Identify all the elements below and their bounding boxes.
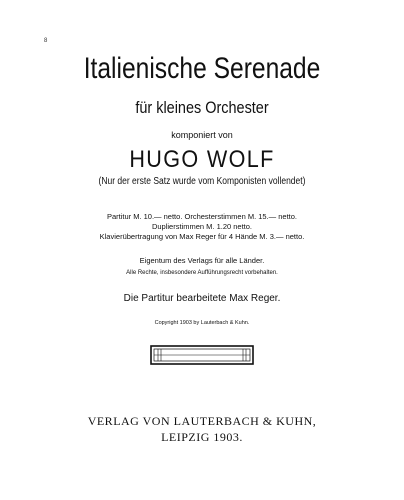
price-list <box>0 212 404 242</box>
price-line: Duplierstimmen M. 1.20 netto. <box>151 222 253 231</box>
copyright-notice: Copyright 1903 by Lauterbach & Kuhn. <box>154 320 250 326</box>
price-line: Klavierübertragung von Max Reger für 4 Hände M. 3.— netto. <box>99 232 305 241</box>
price-line: Partitur M. 10.— netto. Orchesterstimmen M. 15.— netto. <box>106 212 298 221</box>
work-title: Italienische Serenade <box>83 52 321 85</box>
work-subtitle: für kleines Orchester <box>135 98 269 117</box>
composer-name: HUGO WOLF <box>129 146 275 173</box>
publisher-name: VERLAG VON LAUTERBACH & KUHN, <box>87 414 317 428</box>
composed-by-label: komponiert von <box>171 130 233 140</box>
rights-notice: Alle Rechte, insbesondere Aufführungsrecht vorbehalten. <box>126 270 278 276</box>
composer-note: (Nur der erste Satz wurde vom Komponisten vollendet) <box>98 176 306 187</box>
decorative-ornament-icon <box>150 345 254 365</box>
publication-place-year: LEIPZIG 1903. <box>161 430 243 444</box>
page-mark: 8 <box>44 38 48 44</box>
arranger-credit: Die Partitur bearbeitete Max Reger. <box>123 293 281 304</box>
ownership-notice: Eigentum des Verlags für alle Länder. <box>139 256 265 265</box>
